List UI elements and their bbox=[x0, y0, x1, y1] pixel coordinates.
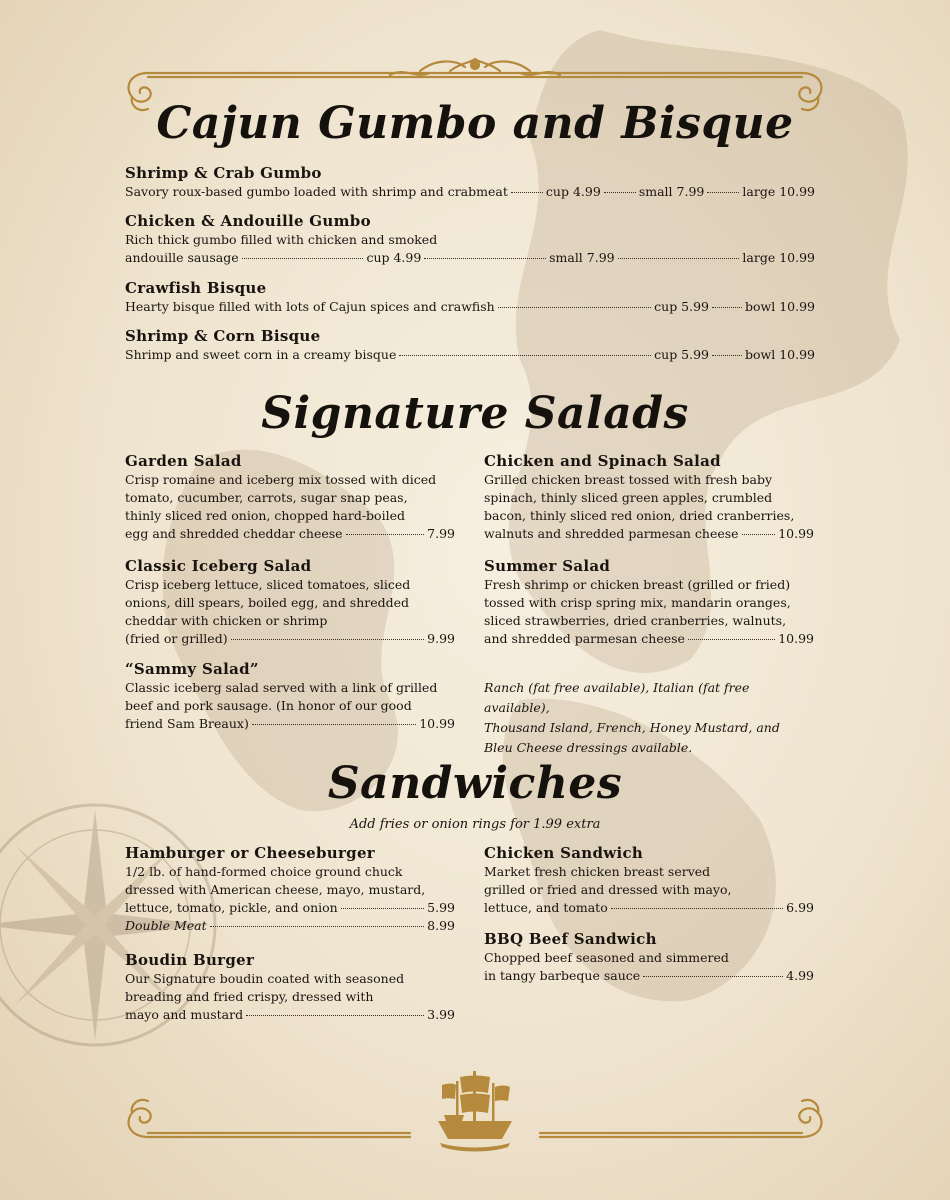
item-name: Summer Salad bbox=[484, 557, 611, 575]
item-price: 9.99 bbox=[427, 631, 455, 646]
menu-item bbox=[125, 211, 815, 267]
price-bowl: bowl 10.99 bbox=[745, 347, 815, 362]
section-title-gumbo: Cajun Gumbo and Bisque bbox=[156, 98, 794, 149]
price-large: large 10.99 bbox=[742, 250, 816, 265]
item-price: 10.99 bbox=[778, 631, 814, 646]
item-name: BBQ Beef Sandwich bbox=[484, 930, 657, 948]
item-name: “Sammy Salad” bbox=[125, 660, 259, 678]
item-name: Chicken & Andouille Gumbo bbox=[125, 212, 371, 230]
price-cup: cup 5.99 bbox=[654, 299, 710, 314]
item-name: Chicken Sandwich bbox=[484, 844, 644, 862]
price-small: small 7.99 bbox=[638, 184, 705, 199]
menu-item: Chicken Sandwich Market fresh chicken breast served grilled or fried and dressed with mayo, lettuce, and tomato 6.99 bbox=[484, 844, 814, 915]
menu-item bbox=[125, 326, 815, 364]
menu-item: “Sammy Salad” Classic iceberg salad served with a link of grilled beef and pork sausage. (In honor of our good friend Sam Breaux) 10.99 bbox=[125, 660, 455, 731]
price-cup: cup 4.99 bbox=[366, 250, 422, 265]
item-price: 7.99 bbox=[427, 526, 455, 541]
menu-item: Garden Salad Crisp romaine and iceberg mix tossed with diced tomato, cucumber, carrots, sugar snap peas, thinly sliced red onion, chopped hard-boiled egg and shredded cheddar cheese 7.99 bbox=[125, 452, 455, 541]
sides-note: Add fries or onion rings for 1.99 extra bbox=[349, 817, 601, 832]
item-name: Boudin Burger bbox=[125, 951, 255, 969]
price-bowl: bowl 10.99 bbox=[745, 299, 815, 314]
item-price: 4.99 bbox=[786, 968, 814, 983]
item-name: Crawfish Bisque bbox=[125, 279, 267, 297]
menu-item: Classic Iceberg Salad Crisp iceberg lettuce, sliced tomatoes, sliced onions, dill spears, boiled egg, and shredded cheddar with chicken or shrimp (fried or grilled) 9.99 bbox=[125, 557, 455, 646]
item-name: Shrimp & Crab Gumbo bbox=[125, 164, 322, 182]
price-large: large 10.99 bbox=[742, 184, 815, 199]
item-name: Chicken and Spinach Salad bbox=[484, 452, 721, 470]
item-price: 3.99 bbox=[427, 1007, 455, 1022]
ship-icon bbox=[430, 1063, 520, 1153]
section-title-salads: Signature Salads bbox=[261, 388, 689, 439]
item-price: 5.99 bbox=[427, 900, 455, 915]
item-price: 6.99 bbox=[786, 900, 814, 915]
item-price: 10.99 bbox=[419, 716, 455, 731]
menu-item: BBQ Beef Sandwich Chopped beef seasoned and simmered in tangy barbeque sauce 4.99 bbox=[484, 930, 814, 983]
menu-item: Hamburger or Cheeseburger 1/2 lb. of hand-formed choice ground chuck dressed with American cheese, mayo, mustard, lettuce, tomato, pickle, and onion 5.99 Double Meat 8.99 bbox=[125, 844, 455, 933]
item-name: Garden Salad bbox=[125, 452, 242, 470]
menu-item bbox=[125, 278, 815, 316]
item-name: Shrimp & Corn Bisque bbox=[125, 327, 321, 345]
item-desc: Shrimp and sweet corn in a creamy bisque bbox=[125, 347, 397, 362]
section-title-sandwiches: Sandwiches bbox=[327, 758, 623, 809]
item-desc: Rich thick gumbo filled with chicken and smoked bbox=[125, 232, 438, 247]
item-name: Classic Iceberg Salad bbox=[125, 557, 312, 575]
menu-item bbox=[125, 163, 815, 201]
item-desc: andouille sausage bbox=[125, 250, 239, 265]
item-name: Hamburger or Cheeseburger bbox=[125, 844, 375, 862]
menu-item: Summer Salad Fresh shrimp or chicken breast (grilled or fried) tossed with crisp spring mix, mandarin oranges, sliced strawberries, dried cranberries, walnuts, and shredded parmesan cheese 10.99 bbox=[484, 557, 814, 646]
item-desc: Hearty bisque filled with lots of Cajun spices and crawfish bbox=[125, 299, 495, 314]
item-desc: Savory roux-based gumbo loaded with shrimp and crabmeat bbox=[125, 184, 508, 199]
menu-item: Chicken and Spinach Salad Grilled chicken breast tossed with fresh baby spinach, thinly sliced green apples, crumbled bacon, thinly sliced red onion, dried cranberries, walnuts and shredded parmesan cheese 10.99 bbox=[484, 452, 814, 541]
item-option: Double Meat bbox=[125, 918, 207, 933]
price-small: small 7.99 bbox=[549, 250, 615, 265]
dressings-note: Ranch (fat free available), Italian (fat free available), Thousand Island, French, Honey Mustard, and Bleu Cheese dressings available. bbox=[484, 680, 780, 755]
price-cup: cup 5.99 bbox=[654, 347, 710, 362]
item-price: 8.99 bbox=[427, 918, 455, 933]
price-cup: cup 4.99 bbox=[545, 184, 601, 199]
menu-item: Boudin Burger Our Signature boudin coated with seasoned breading and fried crispy, dressed with mayo and mustard 3.99 bbox=[125, 951, 455, 1022]
item-price: 10.99 bbox=[778, 526, 814, 541]
